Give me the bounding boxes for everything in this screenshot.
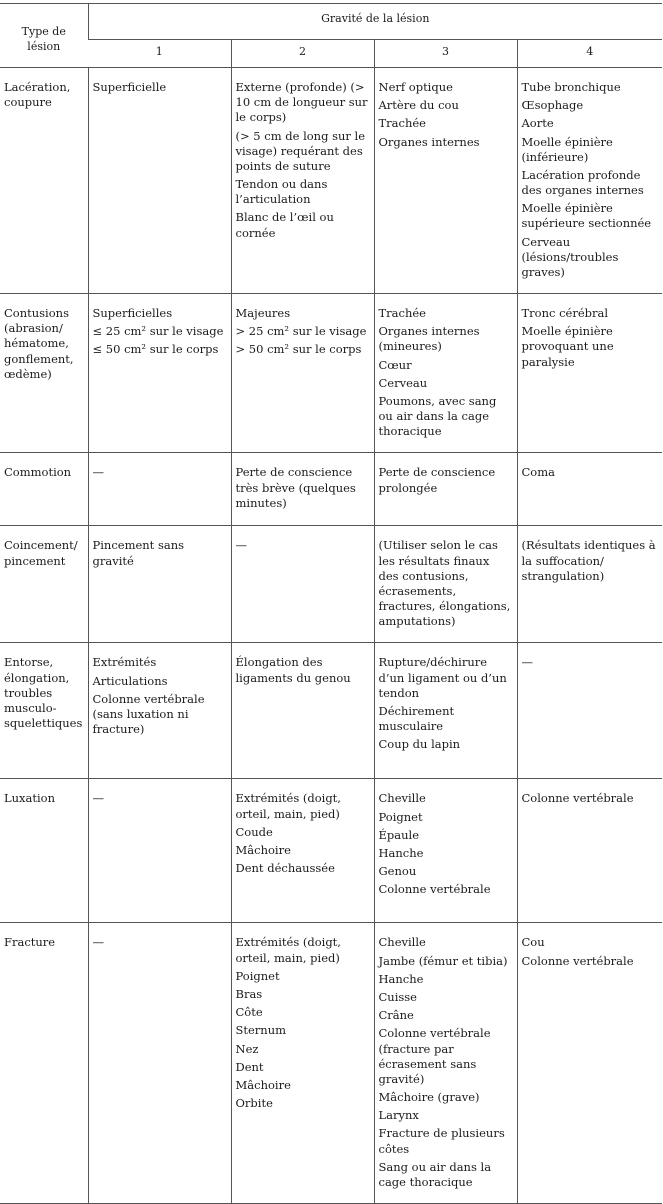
injury-severity-table [0, 3, 662, 1204]
severity-item: Nez [235, 1041, 259, 1056]
severity-item: (Utiliser selon le cas les résultats finaux des contusions, écrasements, fractures, élongations, amputations) [378, 538, 511, 629]
severity-item: (Résultats identiques à la suffocation/ strangulation) [521, 538, 656, 583]
severity-cell-level-4 [517, 643, 662, 779]
severity-item: Externe (profonde) (> 10 cm de longueur sur le corps) [235, 80, 368, 125]
severity-item: Épaule [378, 827, 420, 842]
table-row [0, 68, 662, 294]
severity-item: Colonne vertébrale [378, 882, 491, 897]
severity-item: Larynx [378, 1108, 419, 1123]
table-row [0, 453, 662, 526]
severity-cell-level-4 [517, 923, 662, 1204]
severity-item: Extrémités [92, 655, 157, 670]
severity-cell-level-3 [374, 526, 517, 643]
header-level-1: 1 [88, 40, 231, 68]
severity-item: ≤ 50 cm² sur le corps [92, 342, 219, 357]
severity-cell-level-3 [374, 294, 517, 453]
severity-item: > 25 cm² sur le visage [235, 324, 367, 339]
severity-item: Tendon ou dans l’articulation [235, 177, 328, 207]
severity-cell-level-4 [517, 294, 662, 453]
severity-item: — [92, 935, 104, 950]
severity-item: Moelle épinière provoquant une paralysie [521, 324, 614, 369]
severity-item: Nerf optique [378, 80, 453, 94]
severity-item: Hanche [378, 971, 424, 986]
severity-cell-level-4 [517, 68, 662, 294]
severity-cell-level-3 [374, 453, 517, 526]
severity-item: Extrémités (doigt, orteil, main, pied) [235, 935, 341, 965]
severity-item: — [235, 538, 247, 553]
severity-item: Moelle épinière (inférieure) [521, 134, 613, 164]
injury-type-cell: Fracture [0, 923, 88, 1204]
severity-item: Dent déchaussée [235, 861, 335, 876]
table-row [0, 643, 662, 779]
severity-item: — [92, 791, 104, 806]
severity-cell-level-4 [517, 453, 662, 526]
severity-cell-level-2 [231, 779, 374, 923]
severity-cell-level-1 [88, 294, 231, 453]
severity-item: Bras [235, 986, 263, 1001]
severity-item: Cheville [378, 791, 426, 806]
severity-item: Cou [521, 935, 545, 950]
severity-cell-level-1 [88, 643, 231, 779]
severity-item: Trachée [378, 116, 426, 131]
severity-cell-level-2 [231, 68, 374, 294]
severity-item: Colonne vertébrale (fracture par écrasement sans gravité) [378, 1026, 491, 1086]
severity-cell-level-3 [374, 643, 517, 779]
severity-item: Cheville [378, 935, 426, 950]
severity-item: Perte de conscience très brève (quelques minutes) [235, 465, 356, 510]
severity-cell-level-3 [374, 923, 517, 1204]
table-row [0, 526, 662, 643]
severity-item: Hanche [378, 845, 424, 860]
severity-item: Blanc de l’œil ou cornée [235, 210, 334, 240]
severity-item: Lacération profonde des organes internes [521, 167, 644, 198]
severity-item: — [92, 465, 104, 480]
severity-item: Organes internes [378, 134, 480, 149]
severity-item: Colonne vertébrale [521, 791, 634, 806]
severity-item: Genou [378, 864, 417, 879]
severity-item: Colonne vertébrale (sans luxation ni fracture) [92, 691, 205, 737]
severity-cell-level-1 [88, 453, 231, 526]
severity-item: Cerveau (lésions/troubles graves) [521, 234, 619, 279]
severity-item: Tube bronchique [521, 80, 621, 94]
severity-cell-level-1 [88, 923, 231, 1204]
severity-item: Pincement sans gravité [92, 538, 185, 568]
severity-item: Cerveau [378, 375, 428, 390]
severity-item: — [521, 655, 533, 670]
severity-item: Fracture de plusieurs côtes [378, 1126, 505, 1156]
severity-item: Superficielles [92, 306, 173, 321]
severity-cell-level-4 [517, 526, 662, 643]
severity-item: Orbite [235, 1096, 273, 1111]
severity-item: Coma [521, 465, 555, 480]
severity-cell-level-3 [374, 779, 517, 923]
injury-type-cell: Contusions (abrasion/ hématome, gonflement, œdème) [0, 294, 88, 453]
severity-item: ≤ 25 cm² sur le visage [92, 324, 224, 339]
severity-cell-level-1 [88, 68, 231, 294]
severity-cell-level-3 [374, 68, 517, 294]
severity-item: Coup du lapin [378, 737, 461, 752]
severity-item: Mâchoire [235, 1077, 291, 1092]
table-row [0, 923, 662, 1204]
severity-item: Articulations [92, 673, 168, 688]
severity-item: Sang ou air dans la cage thoracique [378, 1159, 492, 1189]
severity-item: Rupture/déchirure d’un ligament ou d’un tendon [378, 655, 507, 700]
table-row [0, 294, 662, 453]
header-type-of-injury: Type de lésion [0, 4, 88, 68]
severity-item: Cuisse [378, 989, 417, 1004]
severity-item: Jambe (fémur et tibia) [378, 953, 508, 968]
header-injury-gravity: Gravité de la lésion [88, 4, 662, 40]
severity-item: Mâchoire [235, 842, 291, 857]
severity-cell-level-2 [231, 923, 374, 1204]
severity-cell-level-2 [231, 526, 374, 643]
header-level-3: 3 [374, 40, 517, 68]
severity-item: Sternum [235, 1023, 287, 1038]
severity-item: Aorte [521, 116, 554, 131]
severity-item: Organes internes (mineures) [378, 324, 480, 354]
severity-item: Cœur [378, 357, 412, 372]
severity-item: Œsophage [521, 98, 584, 113]
severity-item: Coude [235, 824, 273, 839]
severity-cell-level-2 [231, 453, 374, 526]
header-level-2: 2 [231, 40, 374, 68]
injury-type-cell: Lacération, coupure [0, 68, 88, 294]
severity-item: Majeures [235, 306, 291, 321]
severity-cell-level-2 [231, 643, 374, 779]
severity-item: Artère du cou [378, 98, 459, 113]
severity-item: Mâchoire (grave) [378, 1090, 480, 1105]
severity-item: Colonne vertébrale [521, 953, 634, 968]
severity-item: Dent [235, 1059, 264, 1074]
severity-cell-level-4 [517, 779, 662, 923]
severity-item: Poignet [235, 968, 280, 983]
severity-item: > 50 cm² sur le corps [235, 342, 362, 357]
table-row [0, 779, 662, 923]
severity-cell-level-1 [88, 779, 231, 923]
severity-item: Moelle épinière supérieure sectionnée [521, 201, 652, 231]
severity-item: Poignet [378, 809, 423, 824]
injury-type-cell: Coincement/ pincement [0, 526, 88, 643]
severity-item: Élongation des ligaments du genou [235, 655, 351, 685]
severity-item: Perte de conscience prolongée [378, 465, 496, 495]
severity-item: Déchirement musculaire [378, 703, 455, 734]
severity-cell-level-1 [88, 526, 231, 643]
severity-item: Trachée [378, 306, 426, 321]
severity-item: Crâne [378, 1008, 414, 1023]
injury-type-cell: Luxation [0, 779, 88, 923]
header-level-4: 4 [517, 40, 662, 68]
severity-item: Superficielle [92, 80, 167, 94]
severity-item: Extrémités (doigt, orteil, main, pied) [235, 791, 341, 821]
severity-item: (> 5 cm de long sur le visage) requérant des points de suture [235, 128, 366, 173]
severity-item: Tronc cérébral [521, 306, 609, 321]
severity-item: Côte [235, 1005, 263, 1020]
injury-type-cell: Entorse, élongation, troubles musculo-squelettiques [0, 643, 88, 779]
severity-item: Poumons, avec sang ou air dans la cage thoracique [378, 393, 497, 439]
injury-type-cell: Commotion [0, 453, 88, 526]
severity-cell-level-2 [231, 294, 374, 453]
